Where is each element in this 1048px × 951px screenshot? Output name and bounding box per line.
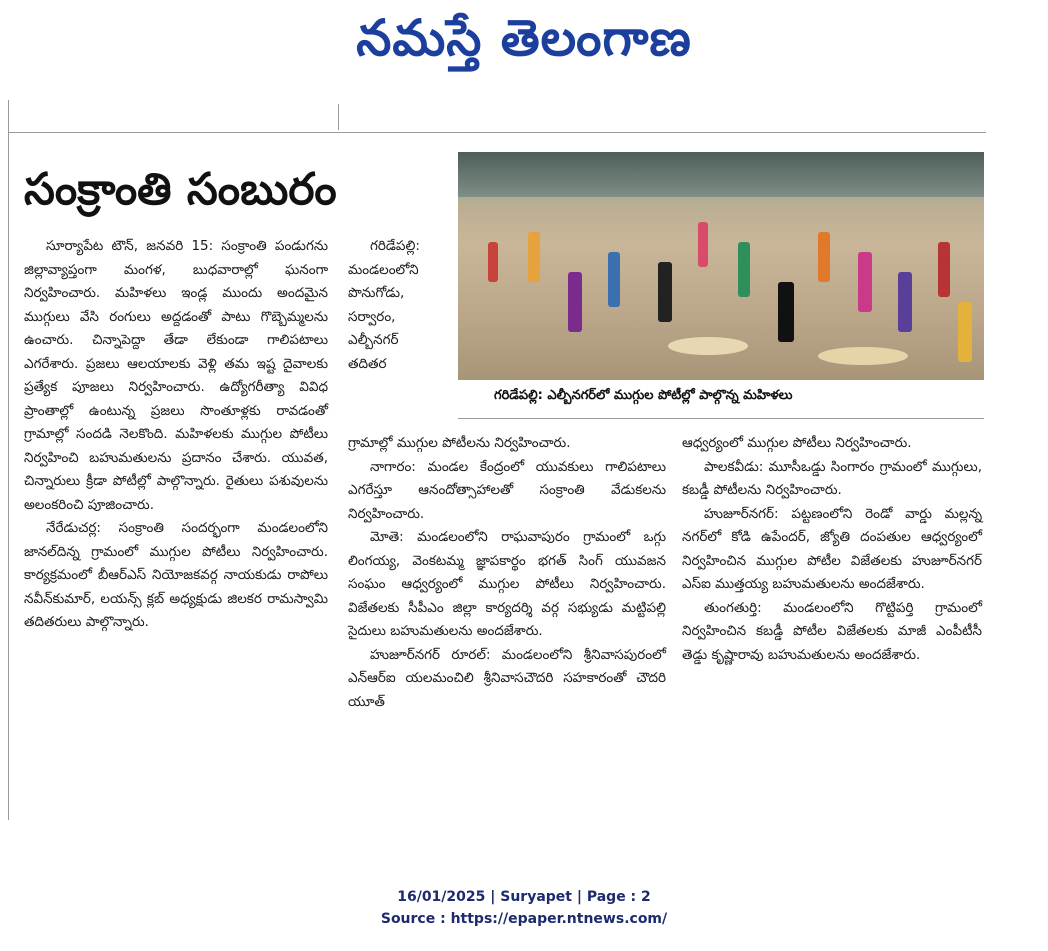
left-border-rule xyxy=(8,100,9,820)
paragraph: హుజూర్‌నగర్: పట్టణంలోని రెండో వార్డు మల్లన్న నగర్‌లో కోడి ఉపేందర్, జ్యోతి దంపతుల ఆధ్వర్యంలో నిర్వహించిన ముగ్గుల పోటీల విజేతలకు హుజూర్‌నగర్ ఎస్‌ఐ ముత్తయ్య బహుమతులను అందజేశారు. xyxy=(682,505,982,592)
article-column-2-top xyxy=(348,235,434,376)
header-divider xyxy=(338,104,339,130)
paragraph: తుంగతుర్తి: మండలంలోని గొట్టిపర్తి గ్రామంలో నిర్వహించిన కబడ్డీ పోటీల విజేతలకు మాజీ ఎంపీటీసీ తెడ్డు కృష్ణారావు బహుమతులను అందజేశారు. xyxy=(682,599,982,663)
article-photo xyxy=(458,152,984,380)
article-column-1 xyxy=(24,235,328,635)
article-headline: సంక్రాంతి సంబురం xyxy=(24,164,337,215)
article-column-3 xyxy=(682,432,982,667)
paragraph: ఆధ్వర్యంలో ముగ్గుల పోటీలు నిర్వహించారు. xyxy=(682,435,912,451)
paragraph: హుజూర్‌నగర్ రూరల్: మండలంలోని శ్రీనివాసపురంలో ఎన్‌ఆర్‌ఐ యలమంచిలి శ్రీనివాసచౌదరి సహకారంతో చౌదరి యూత్ xyxy=(348,646,666,710)
page-footer xyxy=(0,886,1048,930)
paragraph: సూర్యాపేట టౌన్, జనవరి 15: సంక్రాంతి పండుగను జిల్లావ్యాప్తంగా మంగళ, బుధవారాల్లో ఘనంగా నిర్వహించారు. మహిళలు ఇండ్ల ముందు అందమైన ముగ్గులు వేసి రంగులు అద్దడంతో పాటు గొబ్బెమ్మలను ఉంచారు. చిన్నాపెద్దా తేడా లేకుండా గాలిపటాలు ఎగరేశారు. ప్రజలు ఆలయాలకు వెళ్లి తమ ఇష్ట దైవాలకు ప్రత్యేక పూజలు నిర్వహించారు. ఉద్యోగరీత్యా వివిధ ప్రాంతాల్లో ఉంటున్న ప్రజలు సొంతూళ్లకు రావడంతో గ్రామాల్లో సందడి నెలకొంది. మహిళలకు ముగ్గుల పోటీలు నిర్వహించి బహుమతులను ప్రదానం చేశారు. యువత, చిన్నారులు క్రీడా పోటీల్లో పాల్గొన్నారు. రైతులు పశువులను అలంకరించి పూజించారు. xyxy=(24,238,328,513)
photo-caption: గరిడేపల్లి: ఎల్బీనగర్‌లో ముగ్గుల పోటీల్లో పాల్గొన్న మహిళలు xyxy=(494,388,793,403)
paragraph: నాగారం: మండల కేంద్రంలో యువకులు గాలిపటాలు ఎగరేస్తూ ఆనందోత్సాహాలతో సంక్రాంతి వేడుకలను నిర్వహించారు. xyxy=(348,458,666,522)
paragraph: నేరేడుచర్ల: సంక్రాంతి సందర్భంగా మండలంలోని జానల్‌దిన్న గ్రామంలో ముగ్గుల పోటీలు నిర్వహించారు. కార్యక్రమంలో బీఆర్‌ఎస్ నియోజకవర్గ నాయకుడు రాపోలు నవీన్‌కుమార్, లయన్స్ క్లబ్ అధ్యక్షుడు జిలకర రామస్వామి తదితరులు పాల్గొన్నారు. xyxy=(24,520,328,630)
paragraph: గ్రామాల్లో ముగ్గుల పోటీలను నిర్వహించారు. xyxy=(348,435,571,451)
paragraph: మోతె: మండలంలోని రాఘవాపురం గ్రామంలో ఒగ్గు లింగయ్య, వెంకటమ్మ జ్ఞాపకార్థం భగత్ సింగ్ యువజన సంఘం ఆధ్వర్యంలో ముగ్గుల పోటీలు నిర్వహించారు. విజేతలకు సీపీఎం జిల్లా కార్యదర్శి వర్గ సభ్యుడు మట్టిపల్లి సైదులు బహుమతులను అందజేశారు. xyxy=(348,529,666,639)
caption-divider xyxy=(458,418,984,419)
paragraph: పాలకవీడు: మూసీఒడ్డు సింగారం గ్రామంలో ముగ్గులు, కబడ్డీ పోటీలను నిర్వహించారు. xyxy=(682,458,982,498)
footer-date-page: 16/01/2025 | Suryapet | Page : 2 xyxy=(397,889,651,905)
newspaper-masthead: నమస్తే తెలంగాణ xyxy=(356,8,692,67)
paragraph: గరిడేపల్లి: మండలంలోని పొనుగోడు, సర్వారం, ఎల్బీనగర్ తదితర xyxy=(348,238,420,372)
footer-source-link[interactable]: Source : https://epaper.ntnews.com/ xyxy=(380,911,668,927)
article-column-2 xyxy=(348,432,666,714)
top-border-rule xyxy=(8,132,986,133)
